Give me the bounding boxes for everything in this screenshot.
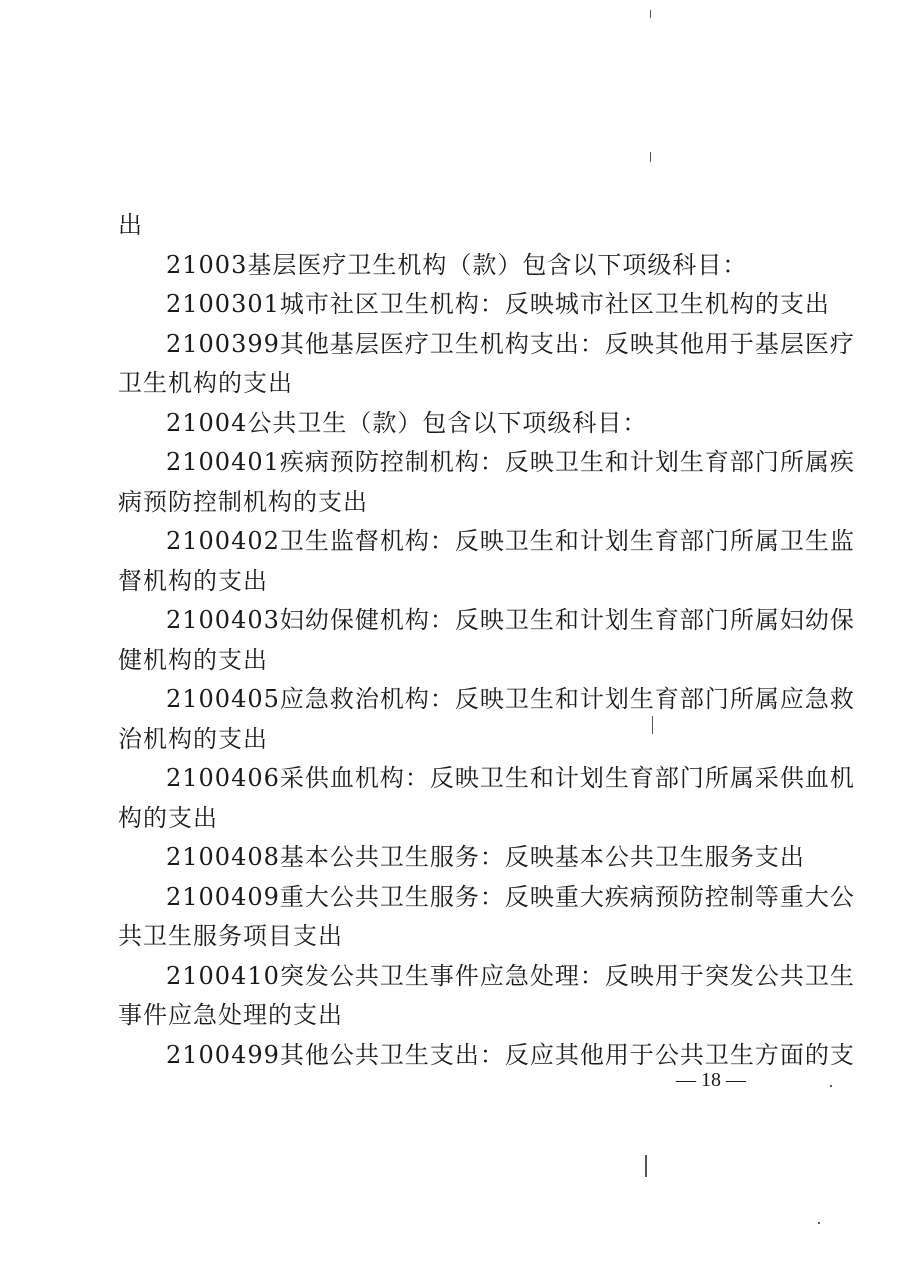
document-body xyxy=(118,206,855,1075)
scan-mark xyxy=(650,10,651,18)
text-line: 2100409重大公共卫生服务：反映重大疾病预防控制等重大公 xyxy=(166,882,855,911)
text-line: 健机构的支出 xyxy=(118,645,268,674)
text-line: 2100408基本公共卫生服务：反映基本公共卫生服务支出 xyxy=(166,843,805,871)
text-line: 治机构的支出 xyxy=(118,724,268,753)
text-line: 督机构的支出 xyxy=(118,566,268,595)
text-line: 2100402卫生监督机构：反映卫生和计划生育部门所属卫生监 xyxy=(166,527,855,555)
text-line: 2100410突发公共卫生事件应急处理：反映用于突发公共卫生 xyxy=(166,961,855,990)
text-line: 21004公共卫生（款）包含以下项级科目： xyxy=(166,408,648,437)
text-line: 事件应急处理的支出 xyxy=(118,1001,343,1029)
text-line: 21003基层医疗卫生机构（款）包含以下项级科目： xyxy=(166,250,748,279)
text-line: 2100403妇幼保健机构：反映卫生和计划生育部门所属妇幼保 xyxy=(166,606,855,634)
text-line: 2100301城市社区卫生机构：反映城市社区卫生机构的支出 xyxy=(166,290,830,318)
text-line: 2100399其他基层医疗卫生机构支出：反映其他用于基层医疗 xyxy=(166,329,855,358)
text-line: 出 xyxy=(118,211,143,239)
scan-mark xyxy=(650,152,651,162)
scan-mark xyxy=(652,716,653,734)
text-line: 病预防控制机构的支出 xyxy=(118,487,368,516)
text-line: 2100401疾病预防控制机构：反映卫生和计划生育部门所属疾 xyxy=(166,448,855,476)
text-line: 共卫生服务项目支出 xyxy=(118,922,343,950)
text-line: 卫生机构的支出 xyxy=(118,369,293,397)
page-number: — 18 — xyxy=(676,1069,746,1091)
text-line: 2100499其他公共卫生支出：反应其他用于公共卫生方面的支 xyxy=(166,1040,855,1069)
scan-mark xyxy=(818,1222,820,1224)
text-line: 2100405应急救治机构：反映卫生和计划生育部门所属应急救 xyxy=(166,685,855,713)
text-line: 构的支出 xyxy=(118,803,218,832)
scan-mark xyxy=(645,1155,647,1177)
scan-mark xyxy=(830,1085,832,1087)
text-line: 2100406采供血机构：反映卫生和计划生育部门所属采供血机 xyxy=(166,764,855,792)
